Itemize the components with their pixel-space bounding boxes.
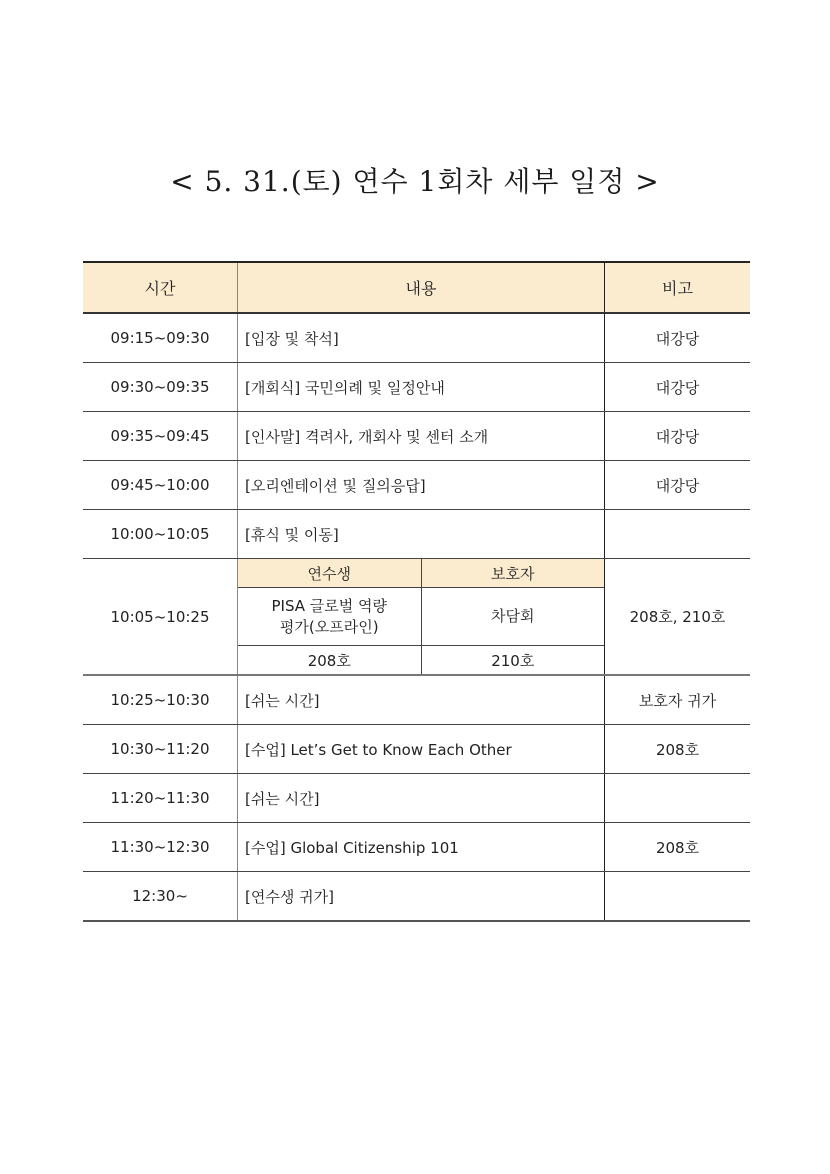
note-cell: 208호: [605, 725, 751, 774]
content-cell: [오리엔테이션 및 질의응답]: [238, 461, 605, 510]
time-cell: 10:00~10:05: [83, 510, 238, 559]
time-cell: 09:45~10:00: [83, 461, 238, 510]
content-cell: [쉬는 시간]: [238, 675, 605, 725]
header-time: 시간: [83, 262, 238, 313]
content-cell: [휴식 및 이동]: [238, 510, 605, 559]
time-cell: 10:25~10:30: [83, 675, 238, 725]
table-row: [83, 823, 750, 872]
content-cell: [입장 및 착석]: [238, 313, 605, 363]
trainee-activity: [238, 588, 421, 646]
table-row: [83, 461, 750, 510]
page-title: < 5. 31.(토) 연수 1회차 세부 일정 >: [170, 165, 660, 198]
time-cell: 09:15~09:30: [83, 313, 238, 363]
time-cell: 11:30~12:30: [83, 823, 238, 872]
note-cell: [605, 510, 751, 559]
time-cell: 09:35~09:45: [83, 412, 238, 461]
trainee-activity-line2: 평가(오프라인): [279, 617, 379, 636]
note-cell: [605, 774, 751, 823]
table-row: [83, 510, 750, 559]
sub-activity-row: [238, 588, 604, 646]
time-cell: 10:30~11:20: [83, 725, 238, 774]
table-row: [83, 872, 750, 922]
table-row: [83, 774, 750, 823]
note-cell: [605, 872, 751, 922]
table-row: [83, 675, 750, 725]
content-cell: [연수생 귀가]: [238, 872, 605, 922]
sub-room-row: [238, 646, 604, 675]
note-cell: 208호: [605, 823, 751, 872]
time-cell: 10:05~10:25: [83, 559, 238, 676]
content-cell: [쉬는 시간]: [238, 774, 605, 823]
header-content: 내용: [238, 262, 605, 313]
time-cell: 09:30~09:35: [83, 363, 238, 412]
table-row: [83, 363, 750, 412]
note-cell: 대강당: [605, 363, 751, 412]
note-cell: 208호, 210호: [605, 559, 751, 676]
table-header-row: [83, 262, 750, 313]
table-row: [83, 412, 750, 461]
table-row: [83, 313, 750, 363]
table-row: [83, 725, 750, 774]
content-cell: [수업] Global Citizenship 101: [238, 823, 605, 872]
content-cell: [인사말] 격려사, 개회사 및 센터 소개: [238, 412, 605, 461]
note-cell: 대강당: [605, 461, 751, 510]
content-cell: [수업] Let’s Get to Know Each Other: [238, 725, 605, 774]
time-cell: 12:30~: [83, 872, 238, 922]
guardian-activity: 차담회: [421, 588, 604, 646]
note-cell: 대강당: [605, 412, 751, 461]
note-cell: 대강당: [605, 313, 751, 363]
trainee-activity-line1: PISA 글로벌 역량: [271, 596, 388, 615]
trainee-room: 208호: [238, 646, 421, 675]
header-note: 비고: [605, 262, 751, 313]
content-cell: [개회식] 국민의례 및 일정안내: [238, 363, 605, 412]
sub-header-guardian: 보호자: [421, 559, 604, 588]
guardian-room: 210호: [421, 646, 604, 675]
note-cell: 보호자 귀가: [605, 675, 751, 725]
split-session-cell: [238, 559, 605, 676]
split-session-table: [238, 559, 604, 674]
schedule-table: [83, 261, 750, 922]
table-row-split-session: [83, 559, 750, 676]
sub-header-row: [238, 559, 604, 588]
time-cell: 11:20~11:30: [83, 774, 238, 823]
sub-header-trainee: 연수생: [238, 559, 421, 588]
